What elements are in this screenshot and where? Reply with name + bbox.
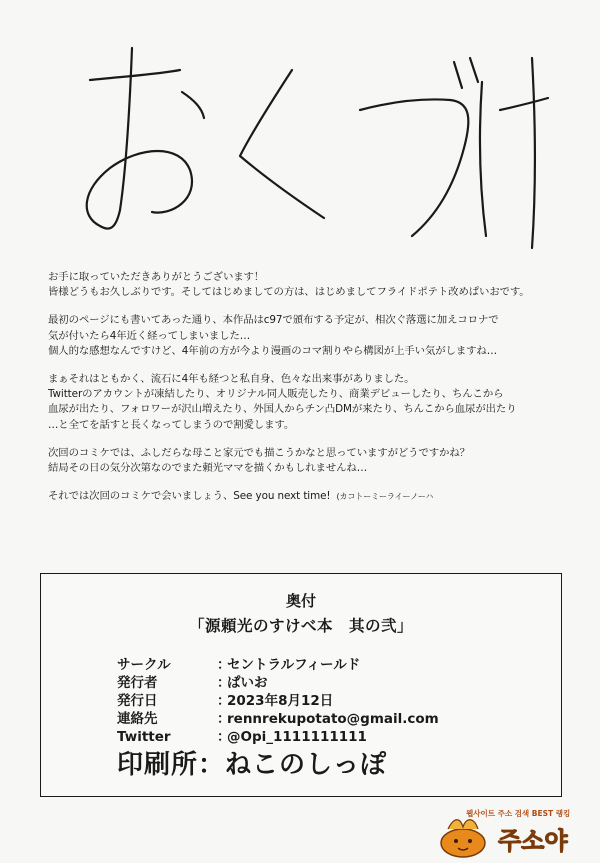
row-separator: ： (217, 711, 231, 727)
printer-line (117, 744, 387, 781)
closing-line (48, 489, 578, 504)
row-value: セントラルフィールド (227, 657, 361, 673)
row-label: サークル (117, 657, 171, 673)
afterword-paragraph (48, 313, 578, 359)
afterword-line: 最初のページにも書いてあった通り、本作品はc97で頒布する予定が、相次ぐ落選に加えコロナで (48, 314, 499, 327)
row-value: @Opi_1111111111 (227, 729, 367, 745)
watermark-logo (430, 805, 594, 859)
afterword-paragraph (48, 270, 578, 300)
afterword-paragraph (48, 446, 578, 476)
afterword-line: 皆様どうもお久しぶりです。そしてはじめましての方は、はじめましてフライドポテト改めぱいおです。 (48, 286, 530, 299)
colophon-row-date (117, 692, 439, 710)
watermark-caption: 웹사이트 주소 검색 BEST 랭킹 (466, 809, 571, 818)
book-title: 「源頼光のすけべ本 其の弐」 (188, 617, 413, 635)
watermark-name: 주소야 (498, 827, 568, 855)
colophon-row-circle (117, 656, 439, 674)
afterword-line: お手に取っていただきありがとうございます！ (48, 271, 265, 283)
row-label: 連絡先 (117, 711, 158, 727)
afterword-line: 気が付いたら4年近く経ってしまいました… (48, 329, 251, 342)
closing-paragraph (48, 489, 578, 504)
colophon-rows (117, 656, 439, 746)
printer-separator: ： (198, 750, 226, 780)
handwritten-title-art (70, 40, 550, 250)
afterword-line: 個人的な感想なんですけど、4年前の方が今より漫画のコマ割りやら構図が上手い気がしますね… (48, 344, 498, 357)
row-separator: ： (217, 729, 231, 745)
row-label: Twitter (117, 729, 171, 745)
colophon-box (40, 573, 562, 797)
afterword-line: 結局その日の気分次第なのでまた頼光ママを描くかもしれませんね… (48, 462, 368, 475)
row-separator: ： (217, 693, 231, 709)
colophon-row-publisher (117, 674, 439, 692)
row-separator: ： (217, 675, 231, 691)
row-value: rennrekupotato@gmail.com (227, 711, 439, 727)
row-value: 2023年8月12日 (227, 693, 334, 709)
row-label: 発行日 (117, 693, 158, 709)
afterword-line: まぁそれはともかく、流石に4年も経つと私自身、色々な出来事がありました。 (48, 373, 415, 386)
afterword-line: 血尿が出たり、フォロワーが沢山増えたり、外国人からチン凸DMが来たり、ちんこから血尿が出たり (48, 403, 517, 416)
afterword-line: 次回のコミケでは、ふしだらな母こと家元でも描こうかなと思っていますがどうですかね？ (48, 446, 470, 459)
afterword-text (48, 270, 578, 504)
row-separator: ： (217, 657, 231, 673)
afterword-line: Twitterのアカウントが凍結したり、オリジナル同人販売したり、商業デビューしたり、ちんこから (48, 388, 504, 401)
mascot-icon (430, 813, 496, 859)
colophon-row-contact (117, 710, 439, 728)
afterword-line: …と全てを話すと長くなってしまうので割愛します。 (48, 418, 295, 431)
signature-text: (カコトーミーライーノーハ (336, 492, 434, 502)
row-value: ぱいお (227, 675, 268, 691)
row-label: 発行者 (117, 675, 158, 691)
colophon-heading: 奥付 (285, 592, 316, 610)
afterword-paragraph (48, 372, 578, 433)
closing-text: それでは次回のコミケで会いましょう、See you next time! (48, 490, 331, 503)
printer-value: ねこのしっぽ (225, 750, 388, 780)
printer-label: 印刷所 (117, 750, 199, 780)
